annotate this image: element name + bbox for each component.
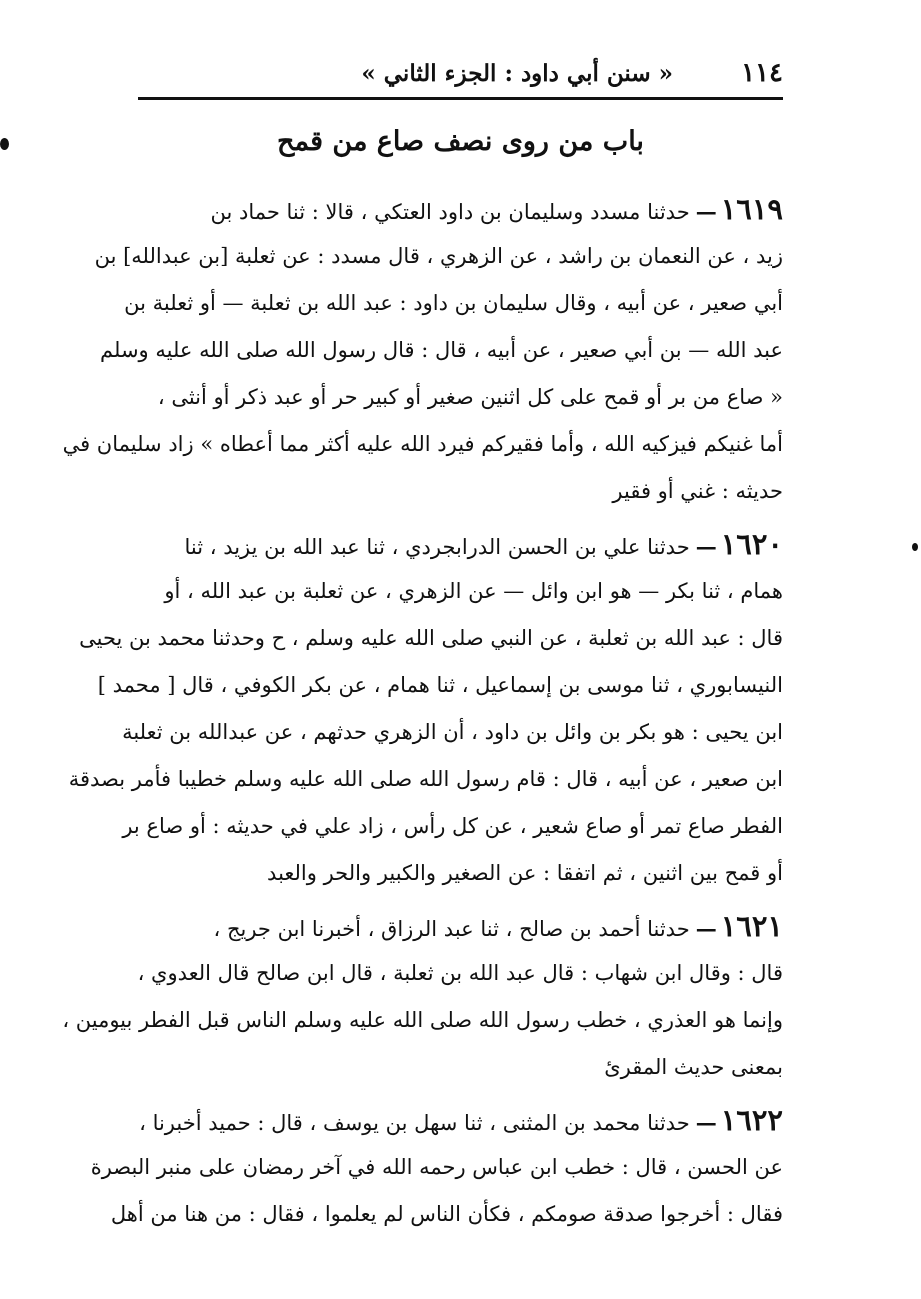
text-line: حدثنا علي بن الحسن الدرابجردي ، ثنا عبد الله بن يزيد ، ثنا <box>184 535 690 559</box>
text-line: زيد ، عن النعمان بن راشد ، عن الزهري ، قال مسدد : عن ثعلبة [بن عبدالله] بن <box>94 244 783 268</box>
text-line: قال : عبد الله بن ثعلبة ، عن النبي صلى الله عليه وسلم ، ح وحدثنا محمد بن يحيى <box>79 626 783 650</box>
hadith-number: ١٦٢٢ <box>720 1103 783 1137</box>
dash: — <box>695 916 717 941</box>
scan-speck-top-left <box>0 138 9 150</box>
text-line: أما غنيكم فيزكيه الله ، وأما فقيركم فيرد الله عليه أكثر مما أعطاه » زاد سليمان في <box>62 432 783 456</box>
text-line: حدثنا أحمد بن صالح ، ثنا عبد الرزاق ، أخبرنا ابن جريج ، <box>213 917 690 941</box>
text-line: « صاع من بر أو قمح على كل اثنين صغير أو كبير حر أو عبد ذكر أو أنثى ، <box>157 385 783 409</box>
running-title: « سنن أبي داود : الجزء الثاني » <box>361 60 673 87</box>
hadith-first-line <box>138 521 783 568</box>
text-line: الفطر صاع تمر أو صاع شعير ، عن كل رأس ، زاد علي في حديثه : أو صاع بر <box>122 814 783 838</box>
dash: — <box>695 199 717 224</box>
hadith-first-line <box>138 1097 783 1144</box>
text-line: أبي صعير ، عن أبيه ، وقال سليمان بن داود : عبد الله بن ثعلبة — أو ثعلبة بن <box>124 291 783 315</box>
text-line: أو قمح بين اثنين ، ثم اتفقا : عن الصغير والكبير والحر والعبد <box>267 861 783 885</box>
page-header <box>138 58 783 92</box>
hadith-number: ١٦١٩ <box>720 192 783 226</box>
page-number: ١١٤ <box>741 58 783 88</box>
text-line: وإنما هو العذري ، خطب رسول الله صلى الله عليه وسلم الناس قبل الفطر بيومين ، <box>62 1008 783 1032</box>
text-line: قال : وقال ابن شهاب : قال عبد الله بن ثعلبة ، قال ابن صالح قال العدوي ، <box>137 961 783 985</box>
header-rule <box>138 97 783 100</box>
text-line: همام ، ثنا بكر — هو ابن وائل — عن الزهري ، عن ثعلبة بن عبد الله ، أو <box>164 579 783 603</box>
text-line: ابن صعير ، عن أبيه ، قال : قام رسول الله صلى الله عليه وسلم خطيبا فأمر بصدقة <box>68 767 783 791</box>
text-line: حديثه : غني أو فقير <box>612 479 783 503</box>
text-line: عن الحسن ، قال : خطب ابن عباس رحمه الله في آخر رمضان على منبر البصرة <box>90 1155 783 1179</box>
text-line: ابن يحيى : هو بكر بن وائل بن داود ، أن الزهري حدثهم ، عن عبدالله بن ثعلبة <box>122 720 783 744</box>
scan-speck-mid-right <box>912 543 918 551</box>
hadith-first-line <box>138 903 783 950</box>
text-line: عبد الله — بن أبي صعير ، عن أبيه ، قال : قال رسول الله صلى الله عليه وسلم <box>100 338 783 362</box>
hadith-first-line <box>138 186 783 233</box>
dash: — <box>695 534 717 559</box>
text-line: حدثنا مسدد وسليمان بن داود العتكي ، قالا : ثنا حماد بن <box>210 200 690 224</box>
text-line: بمعنى حديث المقرئ <box>604 1055 783 1079</box>
hadith-number: ١٦٢٠ <box>720 527 783 561</box>
hadith-text <box>62 186 783 1238</box>
text-line: حدثنا محمد بن المثنى ، ثنا سهل بن يوسف ، قال : حميد أخبرنا ، <box>139 1111 690 1135</box>
text-line: فقال : أخرجوا صدقة صومكم ، فكأن الناس لم يعلموا ، فقال : من هنا من أهل <box>110 1202 783 1226</box>
dash: — <box>695 1110 717 1135</box>
text-line: النيسابوري ، ثنا موسى بن إسماعيل ، ثنا همام ، عن بكر الكوفي ، قال [ محمد ] <box>97 673 783 697</box>
hadith-number: ١٦٢١ <box>720 909 783 943</box>
chapter-title: باب من روى نصف صاع من قمح <box>277 126 644 157</box>
